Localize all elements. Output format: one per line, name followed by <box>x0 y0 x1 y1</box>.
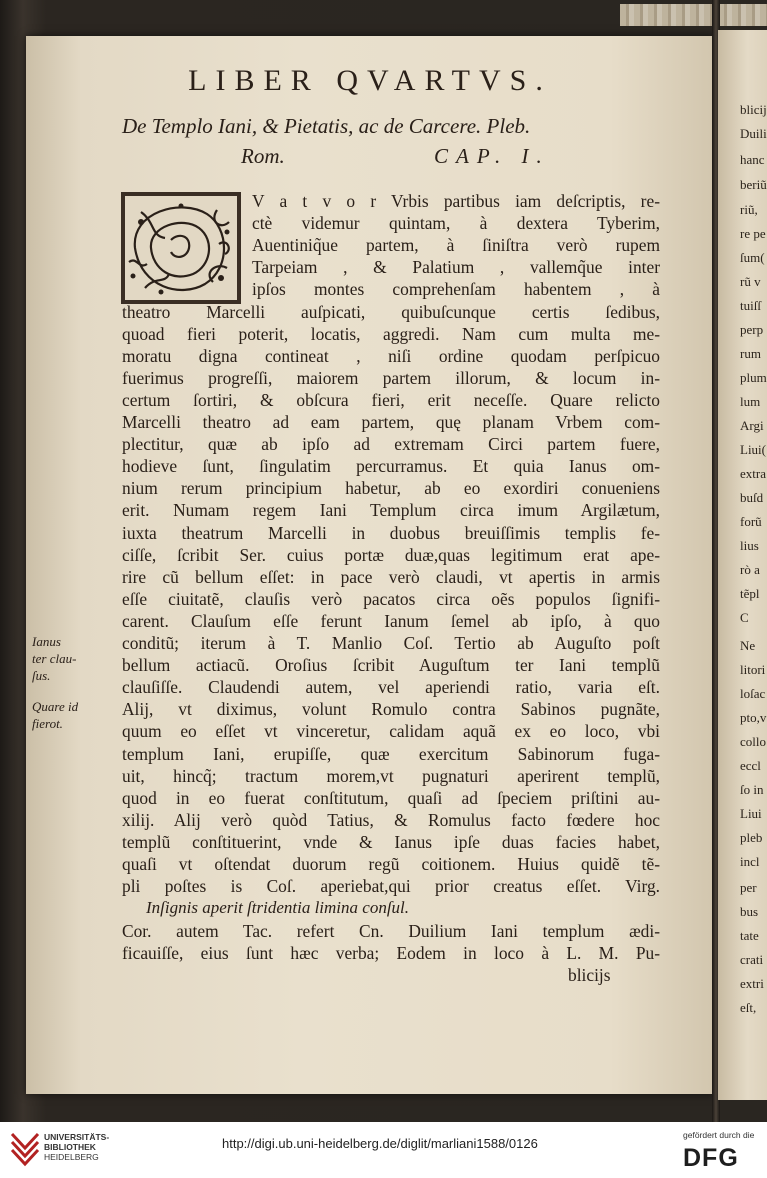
text-line: V a t v o r Vrbis partibus iam deſcriptis, re- <box>252 191 660 211</box>
facing-page-fragment: re pe <box>740 226 766 241</box>
text-line: Auentiniq̃ue partem, à ſiniſtra verò rupem <box>252 235 660 256</box>
text-line: fuerimus progreſſi, maiorem partem illorum, & locum in- <box>122 367 660 388</box>
text-line: ficauiſſe, eius ſunt hæc verba; Eodem in loco à L. M. Pu- <box>122 943 660 964</box>
institution-name: UNIVERSITÄTS- BIBLIOTHEK HEIDELBERG <box>44 1132 110 1162</box>
facing-page-fragment: bus <box>740 904 759 919</box>
text-line: quoad fieri poterit, locatis, aggredi. Nam cum multa me- <box>122 323 660 344</box>
text-line: ipſos montes comprehenſam habentem , à <box>252 279 660 300</box>
footer-bar <box>0 1122 767 1178</box>
text-line: eſſe ciuitatẽ, clauſis verò pacatos circa oẽs populos ſignifi- <box>122 588 660 609</box>
facing-page-fragment: blicij <box>740 102 767 117</box>
book-edge-strip <box>620 4 767 26</box>
facing-page-fragment: beriũ <box>740 177 767 192</box>
facing-page-fragment: ſo in <box>740 782 764 797</box>
text-line: xilij. Alij verò quòd Tatius, & Romulus facto fœdere hoc <box>122 809 660 830</box>
text-line: Alij, vt diximus, volunt Romulo contra Sabinos pugnãte, <box>122 699 660 720</box>
funded-by-label: gefördert durch die <box>683 1130 755 1140</box>
catchword: blicijs <box>568 964 611 985</box>
text-line: Tarpeiam , & Palatium , vallemq̃ue inter <box>252 257 660 278</box>
facing-page-fragment: Argi <box>740 418 764 433</box>
text-line: templũ conſtituerint, vnde & Ianus ipſe duas facies habet, <box>122 831 660 852</box>
facing-page-fragment: collo <box>740 734 766 749</box>
facing-page-fragment: crati <box>740 952 764 967</box>
facing-page-fragment: incl <box>740 854 760 869</box>
facing-page-fragment: lius <box>740 538 759 553</box>
chapter-subtitle: De Templo Iani, & Pietatis, ac de Carcere. Pleb. <box>122 114 531 138</box>
text-line: Cor. autem Tac. refert Cn. Duilium Iani templum ædi- <box>122 921 660 942</box>
facing-page-fragment: ſum( <box>740 250 765 265</box>
facing-page-fragment: lum <box>740 394 761 409</box>
facing-page-fragment: eccl <box>740 758 761 773</box>
facing-page-fragment: eſt, <box>740 1000 757 1015</box>
facing-page-fragment: loſac <box>740 686 766 701</box>
facing-page-fragment: Liui <box>740 806 762 821</box>
chapter-number: CAP. I. <box>434 144 550 168</box>
facing-page-fragment: riũ, <box>740 202 758 217</box>
text-line: plectitur, quæ ab ipſo ad extremam Circi partem fuere, <box>122 434 660 455</box>
text-line: quod in eo fuerat conſtitutum, quaſi ad ſpeciem priſtini au- <box>122 787 660 808</box>
text-line: templum Iani, erupiſſe, quæ exercitum Sabinorum fuga- <box>122 743 660 764</box>
text-line: ciſſe, ſcribit Ser. cuius portæ duæ,quas legitimum erat ape- <box>122 544 660 565</box>
marginal-note: Quare id fierot. <box>32 699 79 731</box>
chapter-subtitle-continued: Rom. <box>241 144 285 168</box>
facing-page <box>718 30 767 1100</box>
facing-page-fragment: Liui( <box>740 442 766 457</box>
verse-quote: Inſignis aperit ſtridentia limina conſul. <box>146 898 410 918</box>
text-line: Marcelli theatro ad eam partem, quę planam Vrbem com- <box>122 412 660 432</box>
facing-page-fragment: Duili <box>740 126 767 141</box>
text-line: rire cũ bellum eſſet: in pace verò claudi, vt apertis in armis <box>122 566 660 587</box>
source-url[interactable]: http://digi.ub.uni-heidelberg.de/diglit/marliani1588/0126 <box>222 1136 538 1151</box>
facing-page-fragment: tuiſſ <box>740 298 761 313</box>
text-line: iuxta theatrum Marcelli in duobus breuiſſimis templis fe- <box>122 522 660 543</box>
facing-page-fragment: forũ <box>740 514 762 529</box>
facing-page-fragment: rum <box>740 346 761 361</box>
text-line: clauſiſſe. Claudendi autem, vel aperiendi ratio, varia eſt. <box>122 677 660 698</box>
facing-page-fragment: extra <box>740 466 766 481</box>
facing-page-fragment: per <box>740 880 757 895</box>
page-heading: LIBER QVARTVS. <box>188 64 552 97</box>
facing-page-fragment: pto,v <box>740 710 767 725</box>
dfg-logo: DFG <box>683 1144 739 1172</box>
text-line: bellum actiacũ. Oroſius ſcribit Auguſtum ter Iani templũ <box>122 655 660 676</box>
facing-page-fragment: Ne <box>740 638 756 653</box>
text-line: uit, hincq̃; tractum morem,vt pugnaturi aperirent templũ, <box>122 765 660 786</box>
facing-page-fragment: C <box>740 610 749 625</box>
facing-page-fragment: tate <box>740 928 759 943</box>
facing-page-fragment: perp <box>740 322 764 337</box>
facing-page-fragment: rò a <box>740 562 760 577</box>
facing-page-fragment: rũ v <box>740 274 761 289</box>
text-line: theatro Marcelli auſpicati, quibuſcunque certis ſedibus, <box>122 301 660 322</box>
text-line: ctè videmur quintam, à dextera Tyberim, <box>252 213 660 234</box>
text-line: nium rerum principium habetur, ab eo exordiri conueniens <box>122 478 660 499</box>
text-line: carent. Clauſum eſſe ferunt Ianum ſemel ab ipſo, à quo <box>122 610 660 631</box>
text-line: quaſi vt oſtendat duorum regũ coitionem. Huius quidẽ tẽ- <box>122 854 660 874</box>
text-line: certum ſortiri, & obſcura fieri, erit neceſſe. Quare relicto <box>122 389 660 410</box>
marginal-note: Ianus ter clau- ſus. <box>32 634 77 683</box>
decorated-initial-icon <box>121 192 241 304</box>
facing-page-fragment: hanc <box>740 152 765 167</box>
text-line: pli poſtes is Coſ. aperiebat,qui prior creatus eſſet. Virg. <box>122 876 660 897</box>
book-page <box>26 36 714 1094</box>
text-line: conditũ; iterum à T. Manlio Coſ. Tertio ab Auguſto poſt <box>122 633 660 653</box>
facing-page-fragment: tẽpl <box>740 586 760 601</box>
facing-page-fragment: pleb <box>740 830 763 845</box>
text-line: hodieve ſunt, ſingulatim percurramus. Et quia Ianus om- <box>122 456 660 477</box>
university-logo-icon <box>10 1130 40 1170</box>
text-line: moratu digna contineat , niſi ordine quodam perſpicuo <box>122 345 660 366</box>
facing-page-fragment: plum <box>740 370 767 385</box>
text-line: quum eo eſſet vt vinceretur, calidam aquã ex eo loco, vbi <box>122 721 660 742</box>
facing-page-fragment: extri <box>740 976 764 991</box>
facing-page-fragment: buſd <box>740 490 764 505</box>
facing-page-fragment: litori <box>740 662 766 677</box>
text-line: erit. Numam regem Iani Templum circa imum Argilætum, <box>122 500 660 521</box>
